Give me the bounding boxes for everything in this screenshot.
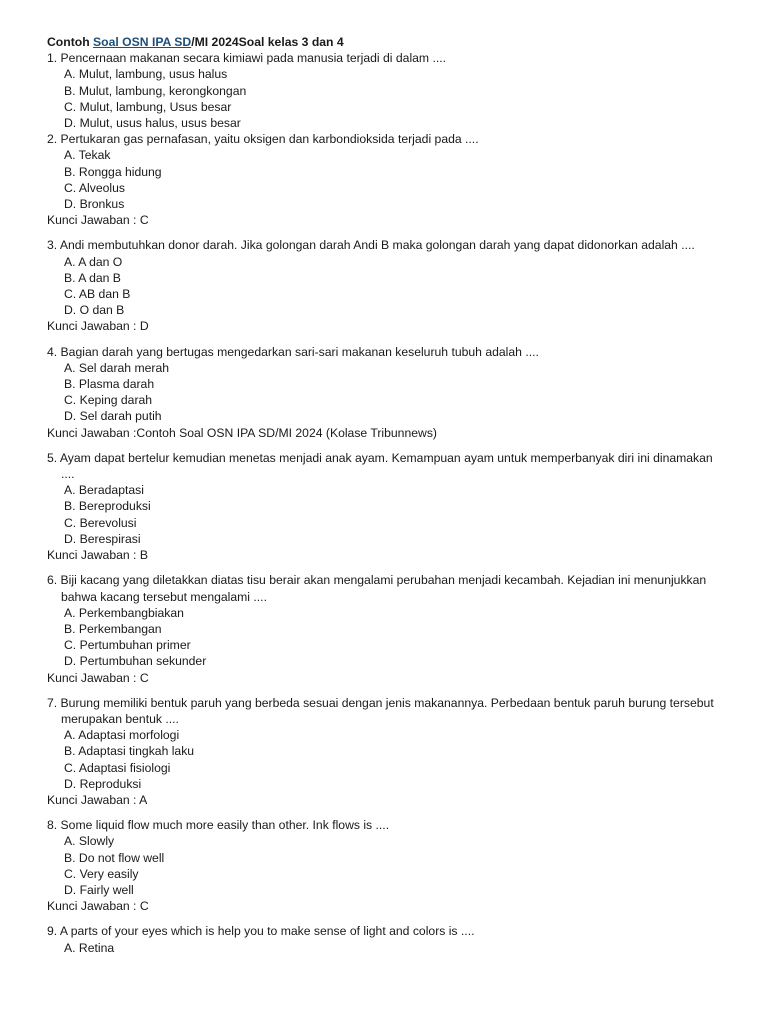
document-title (47, 34, 720, 50)
answer-option: A. Adaptasi morfologi (64, 728, 180, 743)
question-list (47, 50, 720, 956)
question-text: 4. Bagian darah yang bertugas mengedarkan sari-sari makanan keseluruh tubuh adalah .... (47, 344, 539, 359)
question-text: 1. Pencernaan makanan secara kimiawi pada manusia terjadi di dalam .... (47, 51, 447, 66)
answer-option: B. Rongga hidung (64, 164, 162, 179)
answer-option: A. Tekak (64, 148, 111, 163)
title-prefix: Contoh (47, 35, 94, 49)
answer-option: D. O dan B (64, 303, 125, 318)
answer-option: B. Adaptasi tingkah laku (64, 744, 195, 759)
question-block (47, 572, 720, 685)
question-text: 3. Andi membutuhkan donor darah. Jika golongan darah Andi B maka golongan darah yang dapat didonorkan adalah .... (47, 238, 695, 253)
question-text: 5. Ayam dapat bertelur kemudian menetas menjadi anak ayam. Kemampuan ayam untuk memperbanyak diri ini dinamakan .... (47, 450, 713, 482)
answer-option: A. Sel darah merah (64, 360, 170, 375)
answer-option: B. Plasma darah (64, 377, 155, 392)
answer-option: C. Adaptasi fisiologi (64, 760, 171, 775)
question-block (47, 50, 720, 131)
answer-option: B. A dan B (64, 270, 121, 285)
question-block (47, 817, 720, 914)
answer-option: B. Bereproduksi (64, 499, 151, 514)
answer-option: C. Pertumbuhan primer (64, 638, 191, 653)
question-text: 6. Biji kacang yang diletakkan diatas tisu berair akan mengalami perubahan menjadi kecambah. Kejadian ini menunjukkan bahwa kacang tersebut mengalami .... (47, 573, 707, 604)
answer-option: A. A dan O (64, 254, 123, 269)
answer-option: A. Perkembangbiakan (64, 605, 184, 620)
answer-option: C. Mulut, lambung, Usus besar (64, 99, 232, 114)
question-block (47, 237, 720, 334)
answer-option: B. Perkembangan (64, 621, 162, 636)
answer-option: A. Slowly (64, 834, 115, 849)
answer-option: A. Mulut, lambung, usus halus (64, 67, 228, 82)
question-text: 9. A parts of your eyes which is help you to make sense of light and colors is .... (47, 924, 475, 939)
question-text: 2. Pertukaran gas pernafasan, yaitu oksigen dan karbondioksida terjadi pada .... (47, 132, 479, 147)
answer-option: C. Keping darah (64, 393, 153, 408)
answer-option: D. Sel darah putih (64, 409, 162, 424)
answer-option: A. Beradaptasi (64, 483, 144, 498)
question-block (47, 131, 720, 228)
answer-key: Kunci Jawaban : A (47, 792, 148, 807)
title-link[interactable]: Soal OSN IPA SD (93, 35, 192, 49)
answer-option: B. Do not flow well (64, 850, 165, 865)
answer-option: D. Pertumbuhan sekunder (64, 654, 207, 669)
answer-key: Kunci Jawaban : D (47, 319, 149, 334)
answer-key: Kunci Jawaban : B (47, 548, 148, 563)
answer-option: D. Mulut, usus halus, usus besar (64, 116, 241, 131)
question-text: 8. Some liquid flow much more easily than other. Ink flows is .... (47, 818, 390, 833)
answer-option: D. Fairly well (64, 882, 134, 897)
answer-option: D. Bronkus (64, 197, 125, 212)
answer-option: D. Berespirasi (64, 531, 141, 546)
answer-option: D. Reproduksi (64, 776, 142, 791)
answer-option: B. Mulut, lambung, kerongkongan (64, 83, 247, 98)
question-block (47, 344, 720, 441)
answer-key: Kunci Jawaban : C (47, 213, 149, 228)
answer-option: C. AB dan B (64, 287, 131, 302)
answer-key: Kunci Jawaban : C (47, 670, 149, 685)
answer-option: C. Alveolus (64, 180, 125, 195)
answer-key: Kunci Jawaban : C (47, 899, 149, 914)
question-text: 7. Burung memiliki bentuk paruh yang berbeda sesuai dengan jenis makanannya. Perbedaan bentuk paruh burung tersebut merupakan bentuk .... (47, 695, 714, 726)
answer-option: A. Retina (64, 940, 115, 955)
question-block (47, 450, 720, 563)
title-suffix: /MI 2024Soal kelas 3 dan 4 (191, 35, 344, 49)
answer-option: C. Very easily (64, 866, 139, 881)
answer-key: Kunci Jawaban :Contoh Soal OSN IPA SD/MI 2024 (Kolase Tribunnews) (47, 425, 437, 440)
answer-option: C. Berevolusi (64, 515, 137, 530)
question-block (47, 923, 720, 955)
question-block (47, 695, 720, 808)
